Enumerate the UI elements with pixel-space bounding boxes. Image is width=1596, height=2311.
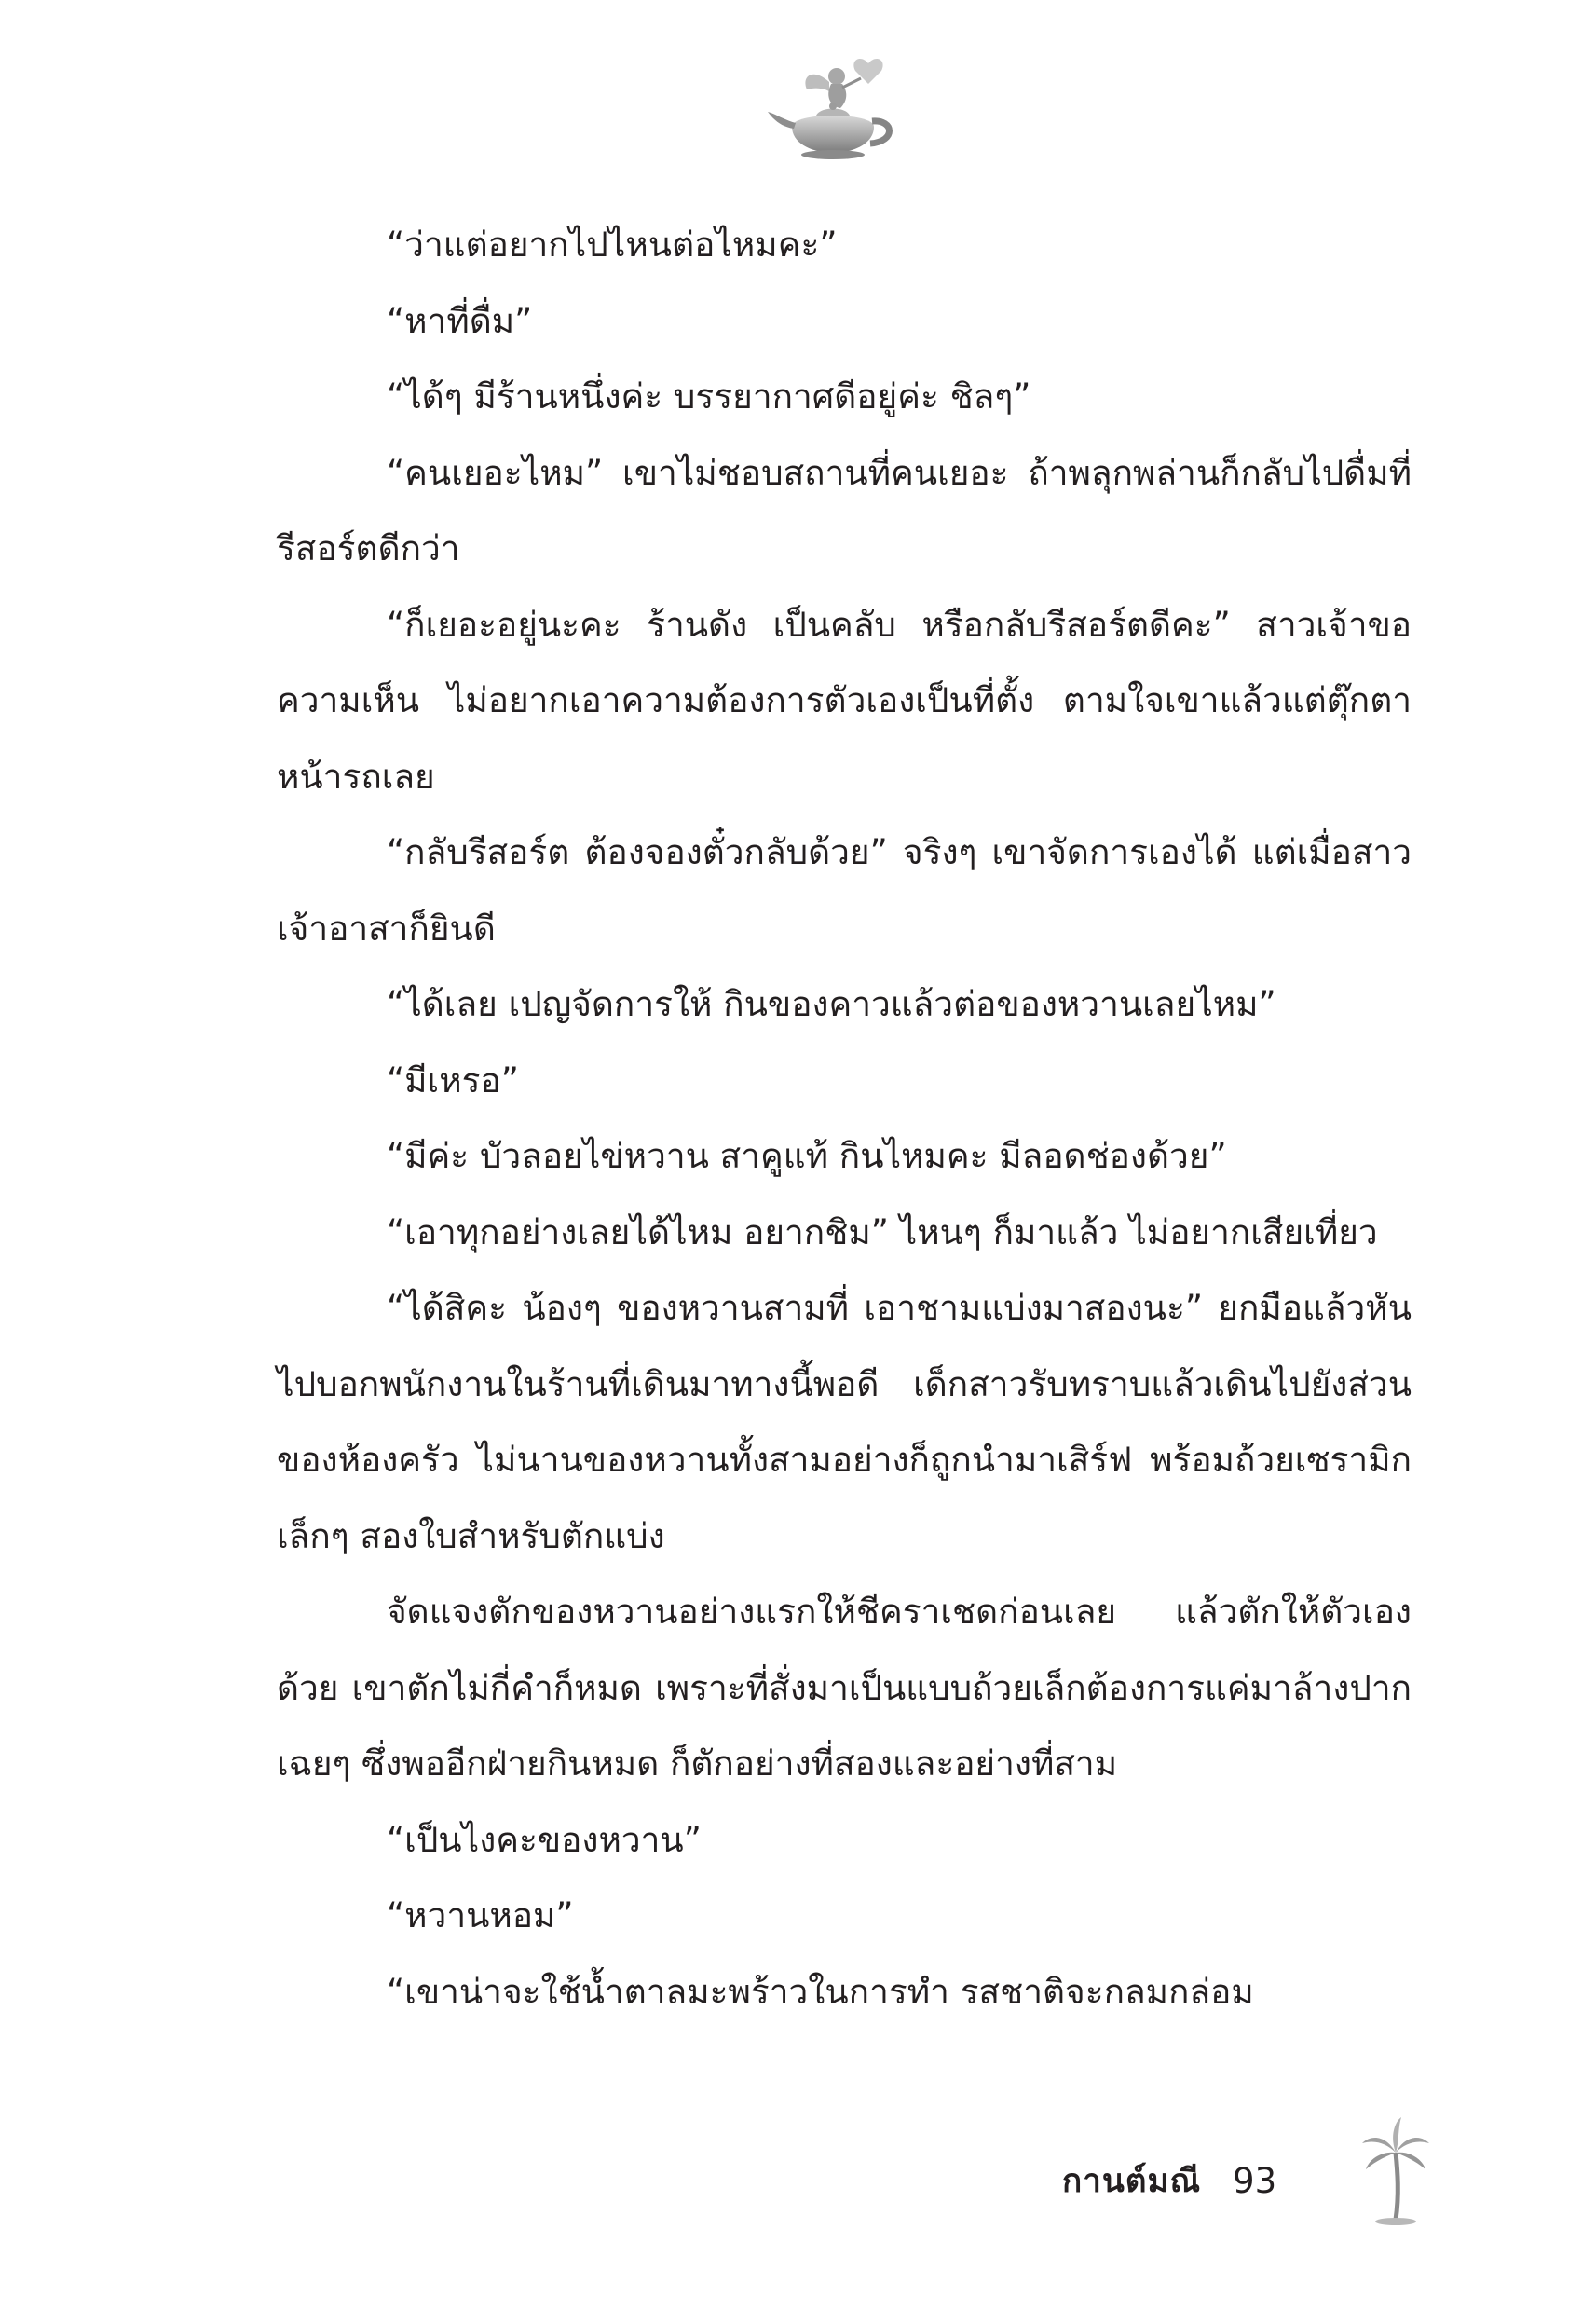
chapter-body <box>277 207 1412 2030</box>
paragraph: “คนเยอะไหม” เขาไม่ชอบสถานที่คนเยอะ ถ้าพลุกพล่านก็กลับไปดื่มที่รีสอร์ตดีกว่า <box>277 452 1412 568</box>
paragraph: “เขาน่าจะใช้น้ำตาลมะพร้าวในการทำ รสชาติจะกลมกล่อม <box>387 1971 1254 2012</box>
paragraph: “หวานหอม” <box>387 1895 574 1935</box>
paragraph: “ได้สิคะ น้องๆ ของหวานสามที่ เอาชามแบ่งมาสองนะ” ยกมือแล้วหันไปบอกพนักงานในร้านที่เดินมาทางนี้พอดี เด็กสาวรับทราบแล้วเดินไปยังส่วนของห้องครัว ไม่นานของหวานทั้งสามอย่างก็ถูกนำมาเสิร์ฟ พร้อมถ้วยเซรามิกเล็กๆ สองใบสำหรับตักแบ่ง <box>277 1288 1412 1556</box>
paragraph: “ได้เลย เปญจัดการให้ กินของคาวแล้วต่อของหวานเลยไหม” <box>387 984 1276 1024</box>
paragraph: “มีเหรอ” <box>387 1060 519 1101</box>
paragraph: “หาที่ดื่ม” <box>387 300 533 341</box>
paragraph: “ก็เยอะอยู่นะคะ ร้านดัง เป็นคลับ หรือกลับรีสอร์ตดีคะ” สาวเจ้าขอความเห็น ไม่อยากเอาความต้องการตัวเองเป็นที่ตั้ง ตามใจเขาแล้วแต่ตุ๊กตาหน้ารถเลย <box>277 604 1412 797</box>
paragraph: “ได้ๆ มีร้านหนึ่งค่ะ บรรยากาศดีอยู่ค่ะ ชิลๆ” <box>387 376 1031 417</box>
paragraph: “กลับรีสอร์ต ต้องจองตั๋วกลับด้วย” จริงๆ เขาจัดการเองได้ แต่เมื่อสาวเจ้าอาสาก็ยินดี <box>277 832 1412 949</box>
paragraph: “ว่าแต่อยากไปไหนต่อไหมคะ” <box>387 225 838 265</box>
page-footer <box>1062 2143 1276 2218</box>
paragraph: จัดแจงตักของหวานอย่างแรกให้ชีคราเชดก่อนเลย แล้วตักให้ตัวเองด้วย เขาตักไม่กี่คำก็หมด เพราะที่สั่งมาเป็นแบบถ้วยเล็กต้องการแค่มาล้างปากเฉยๆ ซึ่งพออีกฝ่ายกินหมด ก็ตักอย่างที่สองและอย่างที่สาม <box>277 1592 1412 1784</box>
palm-tree-icon <box>1358 2115 1433 2227</box>
paragraph: “เป็นไงคะของหวาน” <box>387 1819 702 1860</box>
page-number: 93 <box>1233 2160 1277 2201</box>
paragraph: “เอาทุกอย่างเลยได้ไหม อยากชิม” ไหนๆ ก็มาแล้ว ไม่อยากเสียเที่ยว <box>387 1211 1378 1252</box>
running-title: กานต์มณี <box>1062 2162 1202 2200</box>
cupid-teapot-ornament-icon <box>764 54 904 166</box>
paragraph: “มีค่ะ บัวลอยไข่หวาน สาคูแท้ กินไหมคะ มีลอดช่องด้วย” <box>387 1136 1227 1176</box>
